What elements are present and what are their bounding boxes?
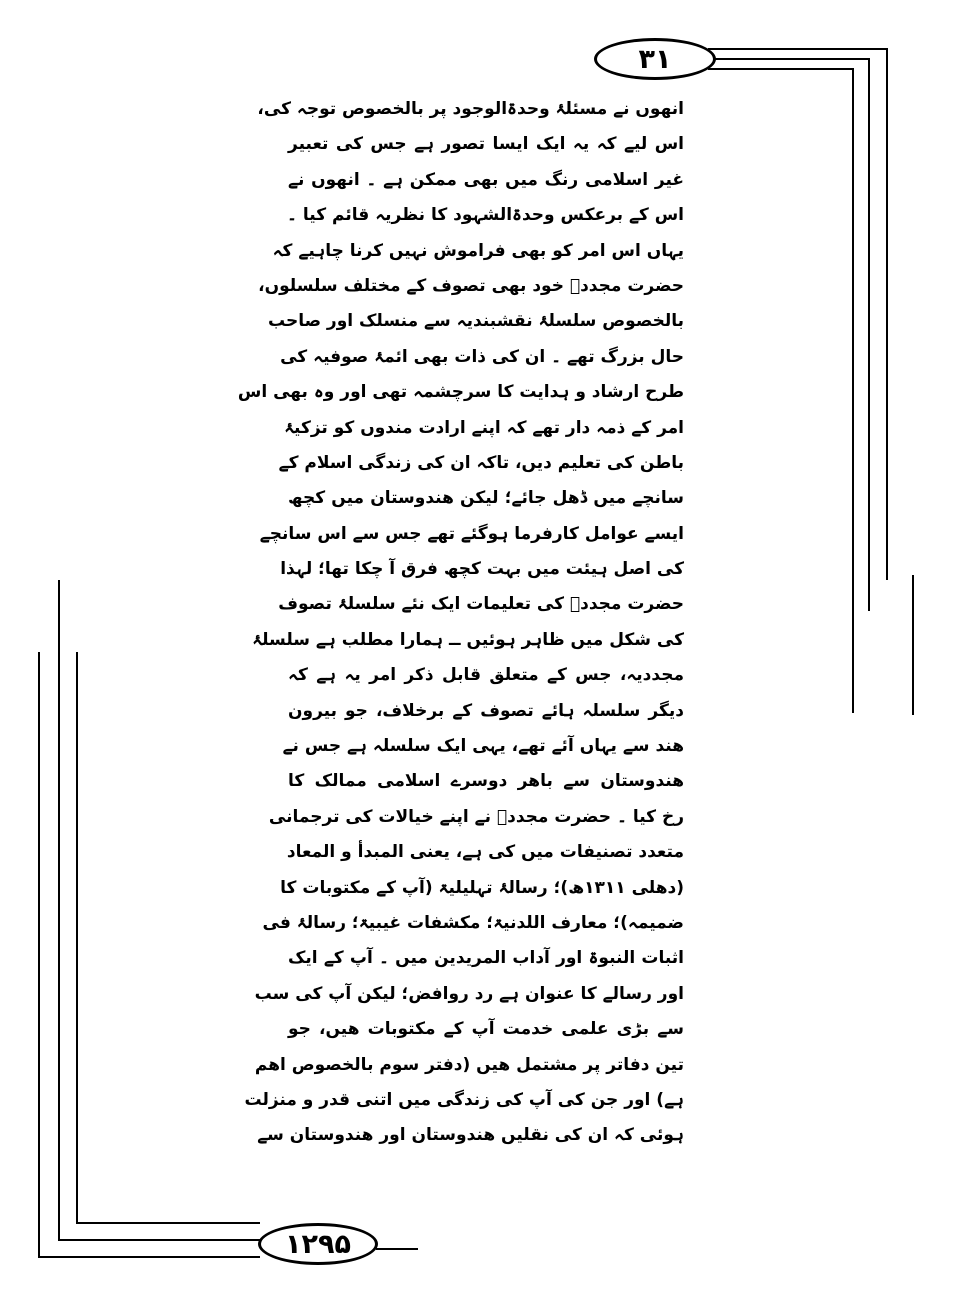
text-line: (دھلی ۱۳۱۱ھ)؛ رسالۂ تہلیلیۃ (آپ کے مکتوبات کا [280, 877, 684, 898]
frame-bottom-line-outer [38, 1256, 260, 1258]
frame-left-line-inner [76, 652, 78, 1222]
text-line: مجددیہ، جس کے متعلق قابل ذکر امر یہ ہے کہ [288, 665, 684, 686]
text-line: حال بزرگ تھے ۔ ان کی ذات بھی ائمۂ صوفیہ کی [280, 346, 684, 367]
text-line: سانچے میں ڈھل جائے؛ لیکن ھندوستان میں کچھ [288, 488, 684, 509]
text-line: امر کے ذمہ دار تھے کہ اپنے ارادت مندوں کو تزکیۂ [284, 417, 684, 438]
text-line: اس لیے کہ یہ ایک ایسا تصور ہے جس کی تعبیر [288, 134, 684, 155]
text-line: یہاں اس امر کو بھی فراموش نہیں کرنا چاہیے کہ [272, 240, 684, 261]
frame-right-line-middle [868, 58, 870, 611]
text-line: سے بڑی علمی خدمت آپ کے مکتوبات ھیں، جو [288, 1019, 684, 1040]
text-line: اثبات النبوۃ اور آداب المریدین میں ۔ آپ کے ایک [288, 948, 684, 969]
frame-bottom-line-middle [58, 1239, 260, 1241]
text-line: انھوں نے مسئلۂ وحدۃالوجود پر بالخصوص توجہ کی، [257, 99, 684, 119]
text-line: باطن کی تعلیم دیں، تاکہ ان کی زندگی اسلام کے [278, 452, 684, 473]
bottom-page-number [258, 1223, 378, 1265]
frame-right-line-far [912, 575, 914, 715]
bottom-page-number-text: ۱۲۹۵ [285, 1228, 351, 1260]
frame-right-line-inner [852, 68, 854, 713]
text-line: اور رسالے کا عنوان ہے رد روافض؛ لیکن آپ کی سب [254, 983, 684, 1004]
text-line: طرح ارشاد و ہدایت کا سرچشمہ تھی اور وہ بھی اس [237, 382, 684, 403]
text-line: ایسے عوامل کارفرما ہوگئے تھے جس سے اس سانچے [259, 523, 684, 544]
text-line: ضمیمہ)؛ معارف اللدنیۃ؛ مکشفات غیبیۃ؛ رسالۂ فی [262, 912, 684, 933]
frame-bottom-line-inner [76, 1222, 260, 1224]
frame-left-line-outer [58, 580, 60, 1240]
text-line: حضرت مجددؒ خود بھی تصوف کے مختلف سلسلوں، [258, 275, 684, 296]
top-page-number-text: ۳۱ [638, 43, 672, 75]
text-line: کی شکل میں ظاہر ہوئیں ــ ہمارا مطلب ہے سلسلۂ [252, 629, 684, 650]
text-line: متعدد تصنیفات میں کی ہے، یعنی المبدأ و المعاد [286, 842, 684, 863]
frame-top-line-inner [708, 68, 853, 70]
top-page-number [594, 38, 716, 80]
frame-top-line-outer [708, 48, 888, 50]
body-text-column [237, 92, 684, 1154]
text-line: تین دفاتر پر مشتمل ھیں (دفتر سوم بالخصوص اھم [254, 1054, 684, 1075]
text-line: ھندوستان سے باھر دوسرے اسلامی ممالک کا [288, 771, 684, 792]
text-line: اس کے برعکس وحدۃالشہود کا نظریہ قائم کیا ۔ [287, 205, 684, 226]
text-line: حضرت مجددؒ کی تعلیمات ایک نئے سلسلۂ تصوف [278, 594, 684, 615]
frame-right-line-outer [886, 48, 888, 580]
frame-left-line-middle [38, 652, 40, 1258]
text-line: ہے) اور جن کی آپ کی زندگی میں اتنی قدر و منزلت [244, 1089, 684, 1110]
text-line: دیگر سلسلہ ہائے تصوف کے برخلاف، جو بیرون [288, 700, 684, 721]
text-line: ہوئی کہ ان کی نقلیں ھندوستان اور ھندوستان سے [257, 1125, 684, 1146]
text-line: رخ کیا ۔ حضرت مجددؒ نے اپنے خیالات کی ترجمانی [268, 806, 684, 827]
text-line: ھند سے یہاں آئے تھے، یہی ایک سلسلہ ہے جس نے [282, 736, 684, 757]
text-line: کی اصل ہیئت میں بہت کچھ فرق آ چکا تھا؛ لہذا [280, 559, 684, 580]
text-line: غیر اسلامی رنگ میں بھی ممکن ہے ۔ انھوں نے [288, 169, 684, 190]
text-line: بالخصوص سلسلۂ نقشبندیہ سے منسلک اور صاحب [267, 311, 684, 332]
frame-small-mark [376, 1248, 418, 1250]
frame-top-line-middle [708, 58, 870, 60]
